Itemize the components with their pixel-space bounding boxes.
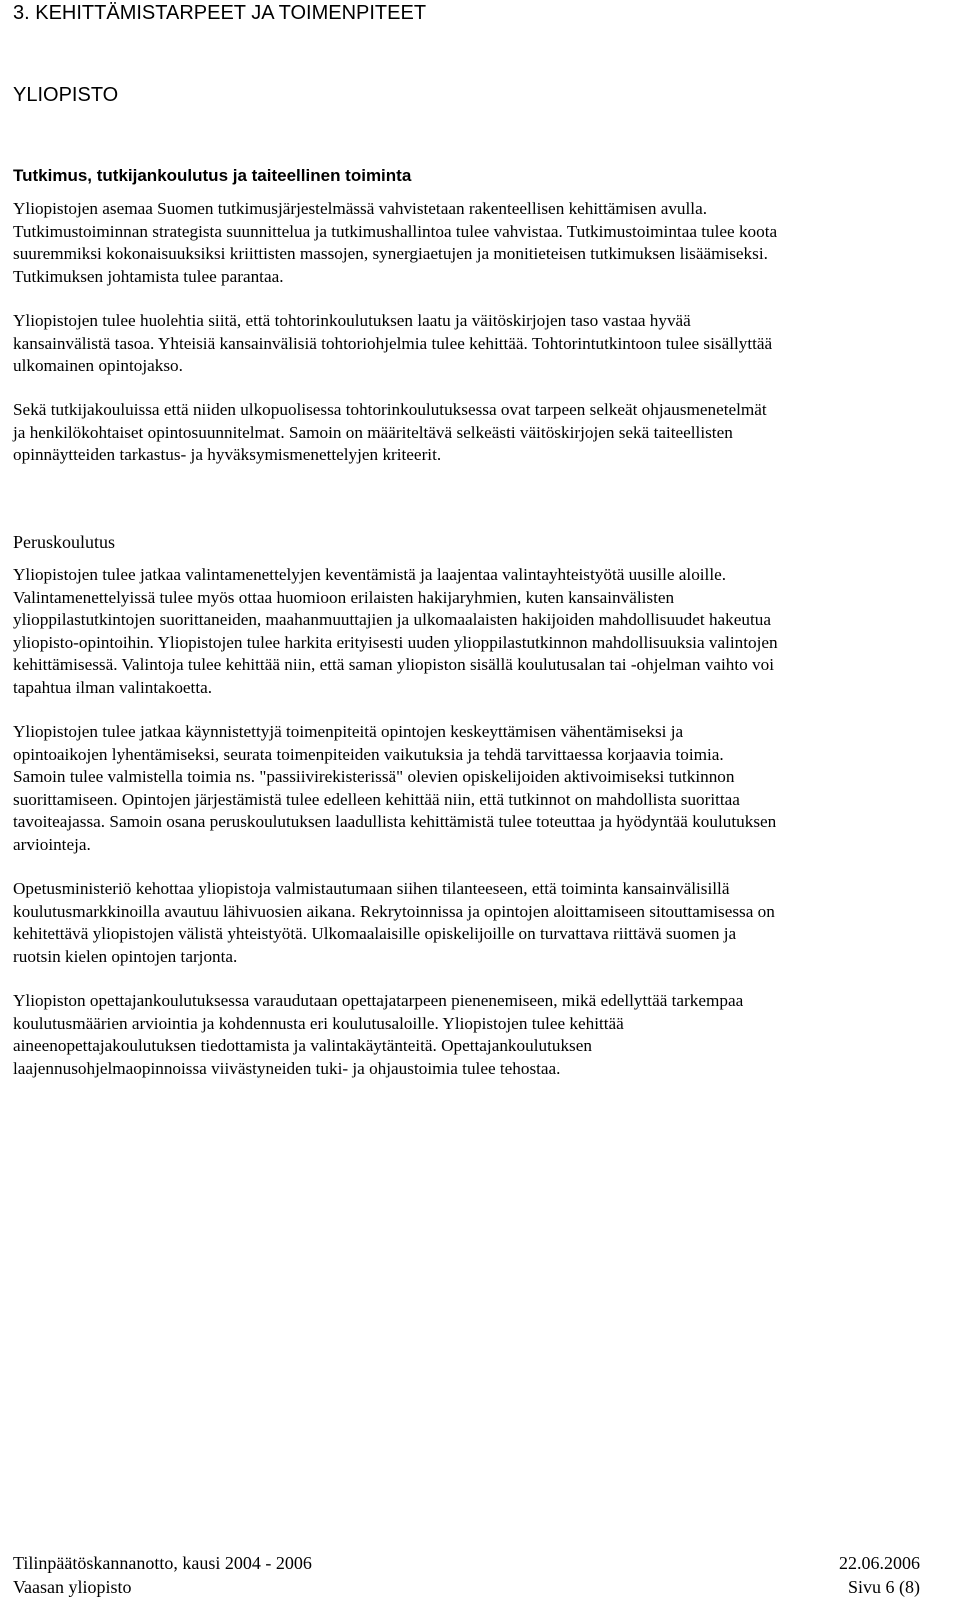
text-line: Tutkimustoiminnan strategista suunnittelua ja tutkimushallintoa tulee vahvistaa. Tutkimustoimintaa tulee koota (13, 221, 778, 241)
text-line: kehitettävä yliopistojen välistä yhteistyötä. Ulkomaalaisille opiskelijoille on turvattava riittävä suomen ja (13, 924, 737, 943)
text-line: kansainvälistä tasoa. Yhteisiä kansainvälisiä tohtoriohjelmia tulee kehittää. Tohtorintutkintoon tulee sisällyttää (13, 333, 773, 353)
research-paragraph-2 (13, 310, 948, 378)
text-line: tavoiteajassa. Samoin osana peruskoulutuksen laadullista kehittämistä tulee toteuttaa ja hyödyntää koulutuksen (13, 812, 777, 831)
basic-paragraph-1 (13, 564, 948, 699)
text-line: koulutusmäärien arviointia ja kohdennusta eri koulutusaloille. Yliopistojen tulee kehittää (13, 1013, 624, 1033)
footer-page-number: Sivu 6 (8) (848, 1577, 920, 1597)
research-paragraph-3 (13, 399, 948, 467)
text-line: tapahtua ilman valintakoetta. (13, 677, 213, 697)
text-line: arviointeja. (13, 834, 91, 854)
text-line: Yliopistojen tulee jatkaa käynnistettyjä toimenpiteitä opintojen keskeyttämisen vähentämiseksi ja (13, 722, 684, 741)
text-line: suuremmiksi kokonaisuuksiksi kriittisten massojen, synergiaetujen ja monitieteisen tutkimuksen lisäämiseksi. (13, 244, 768, 263)
text-line: opintoaikojen lyhentämiseksi, seurata toimenpiteiden vaikutuksia ja tehdä tarvittaessa korjaavia toimia. (13, 744, 724, 764)
section-title: 3. KEHITTÄMISTARPEET JA TOIMENPITEET (13, 2, 427, 24)
text-line: Yliopiston opettajankoulutuksessa varaudutaan opettajatarpeen pienenemiseen, mikä edellyttää tarkempaa (13, 991, 744, 1010)
text-line: ylioppilastutkintojen suorittaneiden, maahanmuuttajien ja ulkomaalaisten hakijoiden mahdollisuudet hakeutua (13, 610, 771, 629)
text-line: Tutkimuksen johtamista tulee parantaa. (13, 266, 284, 286)
basic-paragraph-4 (13, 990, 948, 1080)
text-line: Samoin tulee valmistella toimia ns. "passiivirekisterissä" olevien opiskelijoiden aktivoimiseksi tutkinnon (13, 767, 735, 786)
text-line: opinnäytteiden tarkastus- ja hyväksymismenettelyjen kriteerit. (13, 445, 442, 464)
text-line: suorittamiseen. Opintojen järjestämistä tulee edelleen kehittää niin, että tutkinnot on mahdollista suorittaa (13, 789, 740, 809)
text-line: koulutusmarkkinoilla avautuu lähivuosien aikana. Rekrytoinnissa ja opintojen aloittamiseen sitouttamisessa on (13, 901, 775, 921)
text-line: Yliopistojen tulee jatkaa valintamenettelyjen keventämistä ja laajentaa valintayhteistyötä uusille aloille. (13, 565, 727, 584)
text-line: Valintamenettelyissä tulee myös ottaa huomioon erilaisten hakijaryhmien, kuten kansainvälisten (13, 587, 675, 607)
text-line: Opetusministeriö kehottaa yliopistoja valmistautumaan siihen tilanteeseen, että toiminta kansainvälisillä (13, 879, 730, 898)
footer-date: 22.06.2006 (839, 1553, 920, 1573)
footer-organization: Vaasan yliopisto (13, 1577, 132, 1597)
subsection-title: YLIOPISTO (13, 84, 119, 106)
text-line: yliopisto-opintoihin. Yliopistojen tulee harkita erityisesti uuden ylioppilastutkinnon mahdollisuuksia valintojen (13, 632, 778, 652)
text-line: ruotsin kielen opintojen tarjonta. (13, 946, 238, 966)
basic-paragraph-2 (13, 721, 948, 856)
research-paragraph-1 (13, 198, 948, 288)
basic-education-heading: Peruskoulutus (13, 532, 116, 552)
footer-row (13, 1551, 920, 1575)
text-line: ulkomainen opintojakso. (13, 356, 183, 375)
text-line: laajennusohjelmaopinnoissa viivästyneiden tuki- ja ohjaustoimia tulee tehostaa. (13, 1058, 561, 1078)
text-line: ja henkilökohtaiset opintosuunnitelmat. Samoin on määriteltävä selkeästi väitöskirjojen sekä taiteellisten (13, 422, 733, 442)
page-footer (13, 1551, 920, 1599)
footer-document-title: Tilinpäätöskannanotto, kausi 2004 - 2006 (13, 1553, 312, 1573)
basic-paragraph-3 (13, 878, 948, 968)
text-line: Yliopistojen asemaa Suomen tutkimusjärjestelmässä vahvistetaan rakenteellisen kehittämisen avulla. (13, 199, 707, 218)
footer-row (13, 1575, 920, 1599)
research-heading: Tutkimus, tutkijankoulutus ja taiteellinen toiminta (13, 166, 412, 185)
text-line: Yliopistojen tulee huolehtia siitä, että tohtorinkoulutuksen laatu ja väitöskirjojen taso vastaa hyvää (13, 311, 691, 330)
text-line: aineenopettajakoulutuksen tiedottamista ja valintakäytänteitä. Opettajankoulutuksen (13, 1036, 592, 1055)
text-line: Sekä tutkijakouluissa että niiden ulkopuolisessa tohtorinkoulutuksessa ovat tarpeen selkeät ohjausmenetelmät (13, 400, 767, 419)
text-line: kehittämisessä. Valintoja tulee kehittää niin, että saman yliopiston sisällä koulutusalan tai -ohjelman vaihto voi (13, 655, 775, 674)
